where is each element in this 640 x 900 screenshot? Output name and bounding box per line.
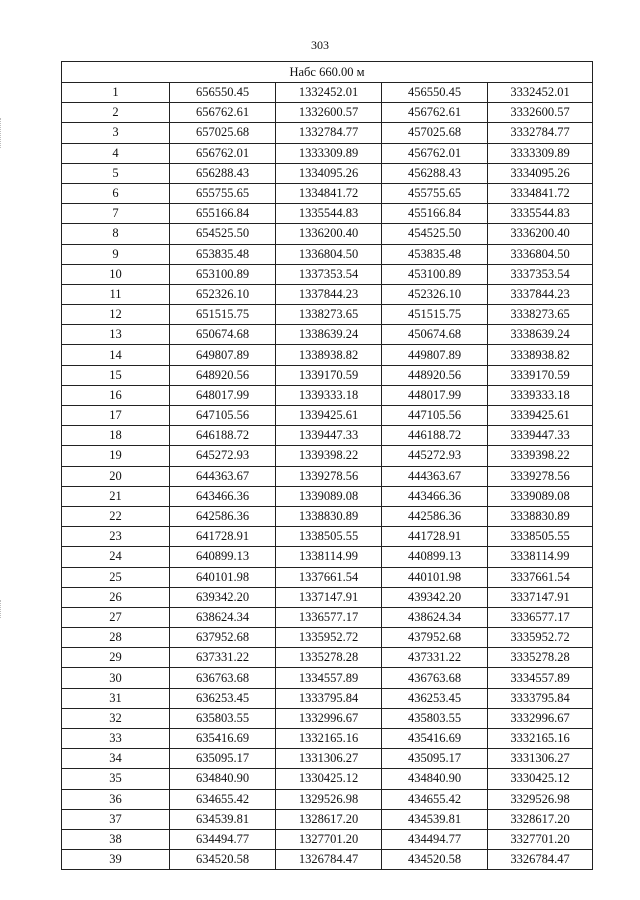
point-number-cell: 10 bbox=[62, 264, 170, 284]
point-number-cell: 30 bbox=[62, 668, 170, 688]
x-alt-coordinate-cell: 456762.01 bbox=[382, 143, 488, 163]
x-alt-coordinate-cell: 437331.22 bbox=[382, 648, 488, 668]
point-number-cell: 9 bbox=[62, 244, 170, 264]
x-alt-coordinate-cell: 454525.50 bbox=[382, 224, 488, 244]
table-row bbox=[62, 587, 593, 607]
point-number-cell: 17 bbox=[62, 406, 170, 426]
point-number-cell: 6 bbox=[62, 183, 170, 203]
table-row bbox=[62, 527, 593, 547]
y-coordinate-cell: 1332165.16 bbox=[276, 729, 382, 749]
x-coordinate-cell: 641728.91 bbox=[170, 527, 276, 547]
point-number-cell: 27 bbox=[62, 607, 170, 627]
y-coordinate-cell: 1328617.20 bbox=[276, 809, 382, 829]
table-row bbox=[62, 183, 593, 203]
y-coordinate-cell: 1336200.40 bbox=[276, 224, 382, 244]
y-alt-coordinate-cell: 3338273.65 bbox=[488, 305, 593, 325]
x-alt-coordinate-cell: 435095.17 bbox=[382, 749, 488, 769]
x-alt-coordinate-cell: 447105.56 bbox=[382, 406, 488, 426]
point-number-cell: 28 bbox=[62, 628, 170, 648]
x-alt-coordinate-cell: 448017.99 bbox=[382, 385, 488, 405]
y-alt-coordinate-cell: 3329526.98 bbox=[488, 789, 593, 809]
y-coordinate-cell: 1339278.56 bbox=[276, 466, 382, 486]
point-number-cell: 25 bbox=[62, 567, 170, 587]
x-coordinate-cell: 636253.45 bbox=[170, 688, 276, 708]
point-number-cell: 36 bbox=[62, 789, 170, 809]
x-coordinate-cell: 654525.50 bbox=[170, 224, 276, 244]
y-alt-coordinate-cell: 3334841.72 bbox=[488, 183, 593, 203]
y-alt-coordinate-cell: 3338505.55 bbox=[488, 527, 593, 547]
table-caption-row bbox=[62, 62, 593, 83]
x-alt-coordinate-cell: 453835.48 bbox=[382, 244, 488, 264]
x-alt-coordinate-cell: 439342.20 bbox=[382, 587, 488, 607]
x-alt-coordinate-cell: 452326.10 bbox=[382, 284, 488, 304]
coordinates-table bbox=[61, 61, 593, 870]
y-coordinate-cell: 1331306.27 bbox=[276, 749, 382, 769]
point-number-cell: 18 bbox=[62, 426, 170, 446]
y-alt-coordinate-cell: 3328617.20 bbox=[488, 809, 593, 829]
table-row bbox=[62, 486, 593, 506]
table-caption: Набс 660.00 м bbox=[62, 62, 593, 83]
y-alt-coordinate-cell: 3335278.28 bbox=[488, 648, 593, 668]
y-coordinate-cell: 1335952.72 bbox=[276, 628, 382, 648]
y-coordinate-cell: 1339170.59 bbox=[276, 365, 382, 385]
y-alt-coordinate-cell: 3338114.99 bbox=[488, 547, 593, 567]
y-coordinate-cell: 1338830.89 bbox=[276, 506, 382, 526]
table-row bbox=[62, 446, 593, 466]
x-coordinate-cell: 647105.56 bbox=[170, 406, 276, 426]
x-coordinate-cell: 635416.69 bbox=[170, 729, 276, 749]
table-row bbox=[62, 385, 593, 405]
table-row bbox=[62, 365, 593, 385]
point-number-cell: 4 bbox=[62, 143, 170, 163]
x-alt-coordinate-cell: 435416.69 bbox=[382, 729, 488, 749]
x-coordinate-cell: 655166.84 bbox=[170, 204, 276, 224]
x-alt-coordinate-cell: 440101.98 bbox=[382, 567, 488, 587]
y-alt-coordinate-cell: 3339089.08 bbox=[488, 486, 593, 506]
y-alt-coordinate-cell: 3334095.26 bbox=[488, 163, 593, 183]
y-alt-coordinate-cell: 3339425.61 bbox=[488, 406, 593, 426]
y-coordinate-cell: 1337353.54 bbox=[276, 264, 382, 284]
x-coordinate-cell: 640899.13 bbox=[170, 547, 276, 567]
x-coordinate-cell: 643466.36 bbox=[170, 486, 276, 506]
y-alt-coordinate-cell: 3331306.27 bbox=[488, 749, 593, 769]
point-number-cell: 33 bbox=[62, 729, 170, 749]
x-alt-coordinate-cell: 446188.72 bbox=[382, 426, 488, 446]
point-number-cell: 22 bbox=[62, 506, 170, 526]
x-alt-coordinate-cell: 448920.56 bbox=[382, 365, 488, 385]
point-number-cell: 8 bbox=[62, 224, 170, 244]
x-coordinate-cell: 634840.90 bbox=[170, 769, 276, 789]
y-coordinate-cell: 1337661.54 bbox=[276, 567, 382, 587]
y-alt-coordinate-cell: 3336577.17 bbox=[488, 607, 593, 627]
y-coordinate-cell: 1339089.08 bbox=[276, 486, 382, 506]
point-number-cell: 23 bbox=[62, 527, 170, 547]
x-alt-coordinate-cell: 442586.36 bbox=[382, 506, 488, 526]
point-number-cell: 12 bbox=[62, 305, 170, 325]
y-coordinate-cell: 1338273.65 bbox=[276, 305, 382, 325]
x-alt-coordinate-cell: 436253.45 bbox=[382, 688, 488, 708]
point-number-cell: 29 bbox=[62, 648, 170, 668]
point-number-cell: 39 bbox=[62, 850, 170, 870]
y-alt-coordinate-cell: 3332600.57 bbox=[488, 103, 593, 123]
y-alt-coordinate-cell: 3339170.59 bbox=[488, 365, 593, 385]
y-alt-coordinate-cell: 3334557.89 bbox=[488, 668, 593, 688]
table-row bbox=[62, 284, 593, 304]
x-alt-coordinate-cell: 451515.75 bbox=[382, 305, 488, 325]
y-coordinate-cell: 1332996.67 bbox=[276, 708, 382, 728]
scan-edge-mark bbox=[0, 118, 4, 148]
x-alt-coordinate-cell: 434520.58 bbox=[382, 850, 488, 870]
y-coordinate-cell: 1334557.89 bbox=[276, 668, 382, 688]
coordinates-table-body bbox=[62, 62, 593, 870]
table-row bbox=[62, 749, 593, 769]
x-coordinate-cell: 648017.99 bbox=[170, 385, 276, 405]
point-number-cell: 19 bbox=[62, 446, 170, 466]
table-row bbox=[62, 829, 593, 849]
x-coordinate-cell: 649807.89 bbox=[170, 345, 276, 365]
y-coordinate-cell: 1336577.17 bbox=[276, 607, 382, 627]
y-coordinate-cell: 1339333.18 bbox=[276, 385, 382, 405]
table-row bbox=[62, 163, 593, 183]
point-number-cell: 3 bbox=[62, 123, 170, 143]
x-coordinate-cell: 639342.20 bbox=[170, 587, 276, 607]
y-coordinate-cell: 1336804.50 bbox=[276, 244, 382, 264]
y-alt-coordinate-cell: 3330425.12 bbox=[488, 769, 593, 789]
table-row bbox=[62, 224, 593, 244]
table-row bbox=[62, 789, 593, 809]
point-number-cell: 34 bbox=[62, 749, 170, 769]
x-alt-coordinate-cell: 455755.65 bbox=[382, 183, 488, 203]
x-coordinate-cell: 636763.68 bbox=[170, 668, 276, 688]
x-coordinate-cell: 656288.43 bbox=[170, 163, 276, 183]
y-coordinate-cell: 1339398.22 bbox=[276, 446, 382, 466]
y-alt-coordinate-cell: 3333795.84 bbox=[488, 688, 593, 708]
table-row bbox=[62, 264, 593, 284]
table-row bbox=[62, 628, 593, 648]
table-row bbox=[62, 406, 593, 426]
x-coordinate-cell: 637331.22 bbox=[170, 648, 276, 668]
x-alt-coordinate-cell: 440899.13 bbox=[382, 547, 488, 567]
y-alt-coordinate-cell: 3337844.23 bbox=[488, 284, 593, 304]
x-alt-coordinate-cell: 438624.34 bbox=[382, 607, 488, 627]
table-row bbox=[62, 345, 593, 365]
x-alt-coordinate-cell: 437952.68 bbox=[382, 628, 488, 648]
x-coordinate-cell: 653835.48 bbox=[170, 244, 276, 264]
y-coordinate-cell: 1335278.28 bbox=[276, 648, 382, 668]
y-coordinate-cell: 1332784.77 bbox=[276, 123, 382, 143]
table-row bbox=[62, 325, 593, 345]
x-coordinate-cell: 656762.01 bbox=[170, 143, 276, 163]
x-coordinate-cell: 657025.68 bbox=[170, 123, 276, 143]
x-coordinate-cell: 642586.36 bbox=[170, 506, 276, 526]
x-alt-coordinate-cell: 457025.68 bbox=[382, 123, 488, 143]
y-alt-coordinate-cell: 3339333.18 bbox=[488, 385, 593, 405]
y-alt-coordinate-cell: 3327701.20 bbox=[488, 829, 593, 849]
y-coordinate-cell: 1333309.89 bbox=[276, 143, 382, 163]
table-row bbox=[62, 729, 593, 749]
table-row bbox=[62, 426, 593, 446]
point-number-cell: 2 bbox=[62, 103, 170, 123]
y-coordinate-cell: 1332600.57 bbox=[276, 103, 382, 123]
table-row bbox=[62, 305, 593, 325]
y-coordinate-cell: 1327701.20 bbox=[276, 829, 382, 849]
x-coordinate-cell: 634539.81 bbox=[170, 809, 276, 829]
y-alt-coordinate-cell: 3339278.56 bbox=[488, 466, 593, 486]
x-alt-coordinate-cell: 455166.84 bbox=[382, 204, 488, 224]
x-coordinate-cell: 650674.68 bbox=[170, 325, 276, 345]
x-coordinate-cell: 651515.75 bbox=[170, 305, 276, 325]
x-alt-coordinate-cell: 450674.68 bbox=[382, 325, 488, 345]
x-alt-coordinate-cell: 444363.67 bbox=[382, 466, 488, 486]
x-coordinate-cell: 635803.55 bbox=[170, 708, 276, 728]
y-alt-coordinate-cell: 3338639.24 bbox=[488, 325, 593, 345]
point-number-cell: 26 bbox=[62, 587, 170, 607]
x-alt-coordinate-cell: 434494.77 bbox=[382, 829, 488, 849]
x-coordinate-cell: 644363.67 bbox=[170, 466, 276, 486]
y-alt-coordinate-cell: 3339398.22 bbox=[488, 446, 593, 466]
x-alt-coordinate-cell: 453100.89 bbox=[382, 264, 488, 284]
x-coordinate-cell: 656762.61 bbox=[170, 103, 276, 123]
point-number-cell: 38 bbox=[62, 829, 170, 849]
y-coordinate-cell: 1339447.33 bbox=[276, 426, 382, 446]
scan-edge-mark bbox=[0, 600, 4, 618]
y-alt-coordinate-cell: 3335544.83 bbox=[488, 204, 593, 224]
x-alt-coordinate-cell: 436763.68 bbox=[382, 668, 488, 688]
x-coordinate-cell: 655755.65 bbox=[170, 183, 276, 203]
y-alt-coordinate-cell: 3326784.47 bbox=[488, 850, 593, 870]
y-coordinate-cell: 1332452.01 bbox=[276, 83, 382, 103]
point-number-cell: 15 bbox=[62, 365, 170, 385]
y-coordinate-cell: 1334841.72 bbox=[276, 183, 382, 203]
x-coordinate-cell: 653100.89 bbox=[170, 264, 276, 284]
y-coordinate-cell: 1338639.24 bbox=[276, 325, 382, 345]
point-number-cell: 5 bbox=[62, 163, 170, 183]
y-alt-coordinate-cell: 3336200.40 bbox=[488, 224, 593, 244]
point-number-cell: 31 bbox=[62, 688, 170, 708]
x-coordinate-cell: 640101.98 bbox=[170, 567, 276, 587]
y-coordinate-cell: 1338114.99 bbox=[276, 547, 382, 567]
x-alt-coordinate-cell: 456550.45 bbox=[382, 83, 488, 103]
x-coordinate-cell: 646188.72 bbox=[170, 426, 276, 446]
y-coordinate-cell: 1338505.55 bbox=[276, 527, 382, 547]
x-coordinate-cell: 637952.68 bbox=[170, 628, 276, 648]
table-row bbox=[62, 648, 593, 668]
y-coordinate-cell: 1339425.61 bbox=[276, 406, 382, 426]
point-number-cell: 1 bbox=[62, 83, 170, 103]
y-coordinate-cell: 1330425.12 bbox=[276, 769, 382, 789]
x-coordinate-cell: 648920.56 bbox=[170, 365, 276, 385]
y-coordinate-cell: 1338938.82 bbox=[276, 345, 382, 365]
point-number-cell: 13 bbox=[62, 325, 170, 345]
y-coordinate-cell: 1337147.91 bbox=[276, 587, 382, 607]
table-row bbox=[62, 688, 593, 708]
x-coordinate-cell: 634520.58 bbox=[170, 850, 276, 870]
y-alt-coordinate-cell: 3337661.54 bbox=[488, 567, 593, 587]
table-row bbox=[62, 708, 593, 728]
x-coordinate-cell: 634655.42 bbox=[170, 789, 276, 809]
table-row bbox=[62, 567, 593, 587]
x-alt-coordinate-cell: 435803.55 bbox=[382, 708, 488, 728]
y-alt-coordinate-cell: 3338830.89 bbox=[488, 506, 593, 526]
table-row bbox=[62, 103, 593, 123]
x-coordinate-cell: 652326.10 bbox=[170, 284, 276, 304]
page-number: 303 bbox=[311, 38, 329, 52]
table-row bbox=[62, 850, 593, 870]
table-row bbox=[62, 143, 593, 163]
point-number-cell: 20 bbox=[62, 466, 170, 486]
x-alt-coordinate-cell: 434840.90 bbox=[382, 769, 488, 789]
x-alt-coordinate-cell: 434655.42 bbox=[382, 789, 488, 809]
x-alt-coordinate-cell: 456762.61 bbox=[382, 103, 488, 123]
x-coordinate-cell: 635095.17 bbox=[170, 749, 276, 769]
table-row bbox=[62, 547, 593, 567]
y-alt-coordinate-cell: 3338938.82 bbox=[488, 345, 593, 365]
y-coordinate-cell: 1337844.23 bbox=[276, 284, 382, 304]
x-coordinate-cell: 634494.77 bbox=[170, 829, 276, 849]
y-alt-coordinate-cell: 3333309.89 bbox=[488, 143, 593, 163]
point-number-cell: 11 bbox=[62, 284, 170, 304]
y-alt-coordinate-cell: 3336804.50 bbox=[488, 244, 593, 264]
y-alt-coordinate-cell: 3335952.72 bbox=[488, 628, 593, 648]
x-alt-coordinate-cell: 445272.93 bbox=[382, 446, 488, 466]
y-alt-coordinate-cell: 3332452.01 bbox=[488, 83, 593, 103]
y-coordinate-cell: 1333795.84 bbox=[276, 688, 382, 708]
x-alt-coordinate-cell: 443466.36 bbox=[382, 486, 488, 506]
y-alt-coordinate-cell: 3332165.16 bbox=[488, 729, 593, 749]
point-number-cell: 24 bbox=[62, 547, 170, 567]
x-coordinate-cell: 638624.34 bbox=[170, 607, 276, 627]
table-row bbox=[62, 607, 593, 627]
point-number-cell: 35 bbox=[62, 769, 170, 789]
point-number-cell: 7 bbox=[62, 204, 170, 224]
x-alt-coordinate-cell: 456288.43 bbox=[382, 163, 488, 183]
x-alt-coordinate-cell: 449807.89 bbox=[382, 345, 488, 365]
point-number-cell: 16 bbox=[62, 385, 170, 405]
table-row bbox=[62, 809, 593, 829]
table-row bbox=[62, 83, 593, 103]
x-alt-coordinate-cell: 434539.81 bbox=[382, 809, 488, 829]
y-coordinate-cell: 1334095.26 bbox=[276, 163, 382, 183]
point-number-cell: 37 bbox=[62, 809, 170, 829]
table-row bbox=[62, 466, 593, 486]
y-coordinate-cell: 1335544.83 bbox=[276, 204, 382, 224]
point-number-cell: 21 bbox=[62, 486, 170, 506]
y-alt-coordinate-cell: 3339447.33 bbox=[488, 426, 593, 446]
point-number-cell: 14 bbox=[62, 345, 170, 365]
y-alt-coordinate-cell: 3337353.54 bbox=[488, 264, 593, 284]
table-row bbox=[62, 244, 593, 264]
table-row bbox=[62, 204, 593, 224]
y-alt-coordinate-cell: 3337147.91 bbox=[488, 587, 593, 607]
x-alt-coordinate-cell: 441728.91 bbox=[382, 527, 488, 547]
point-number-cell: 32 bbox=[62, 708, 170, 728]
y-coordinate-cell: 1329526.98 bbox=[276, 789, 382, 809]
y-alt-coordinate-cell: 3332784.77 bbox=[488, 123, 593, 143]
table-row bbox=[62, 769, 593, 789]
table-row bbox=[62, 123, 593, 143]
y-alt-coordinate-cell: 3332996.67 bbox=[488, 708, 593, 728]
y-coordinate-cell: 1326784.47 bbox=[276, 850, 382, 870]
x-coordinate-cell: 656550.45 bbox=[170, 83, 276, 103]
x-coordinate-cell: 645272.93 bbox=[170, 446, 276, 466]
table-row bbox=[62, 506, 593, 526]
table-row bbox=[62, 668, 593, 688]
